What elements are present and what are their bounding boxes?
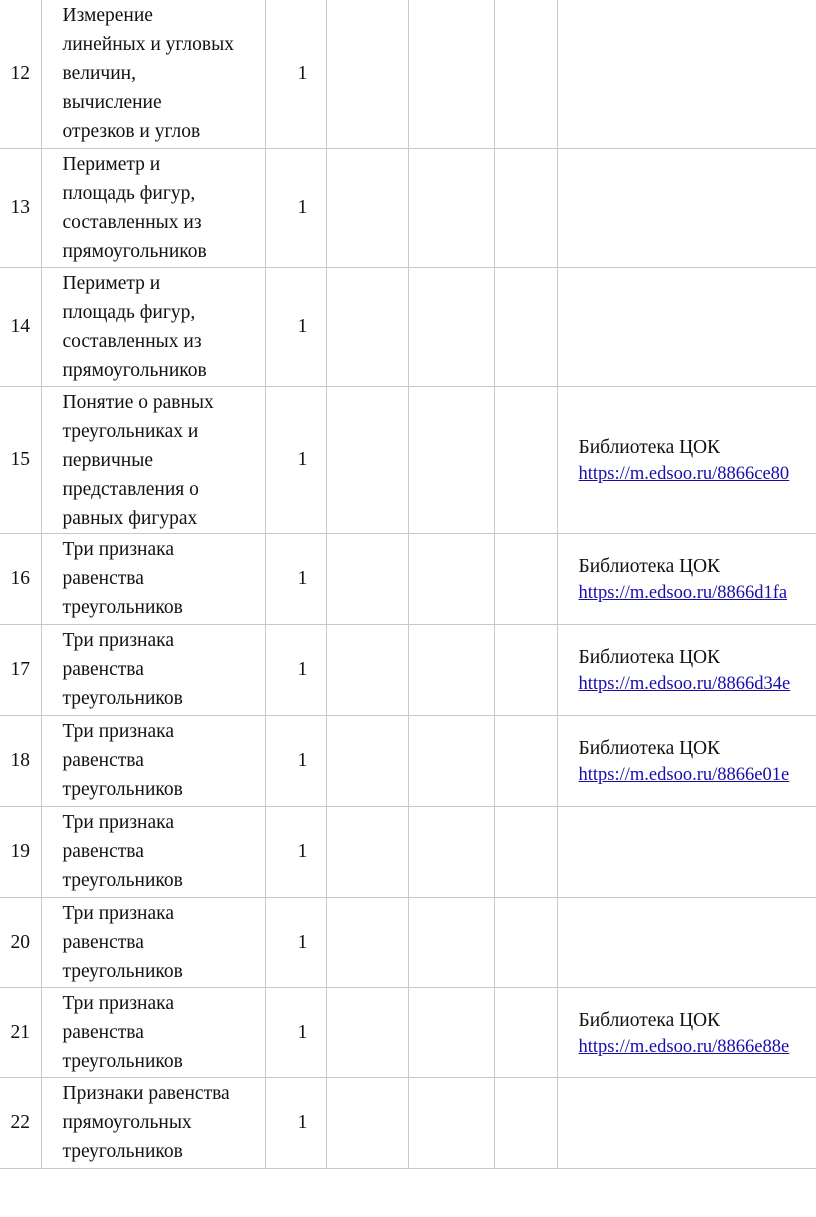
lesson-number-cell: 14 [0,267,41,386]
table-row [0,386,816,533]
table-row [0,533,816,624]
table-row [0,897,816,987]
lesson-topic-cell [41,386,265,533]
blank-cell [408,148,494,267]
blank-cell [326,533,408,624]
blank-cell [494,715,557,806]
resource-title: Библиотека ЦОК [578,556,721,577]
blank-cell [494,806,557,897]
blank-cell [408,806,494,897]
table-row [0,148,816,267]
hours-cell: 1 [265,533,326,624]
blank-cell [408,1077,494,1168]
lesson-number-cell: 18 [0,715,41,806]
hours-cell: 1 [265,624,326,715]
resource-title: Библиотека ЦОК [578,738,721,759]
blank-cell [494,897,557,987]
blank-cell [494,987,557,1077]
lesson-topic-cell [41,148,265,267]
resource-cell [557,0,816,148]
hours-cell: 1 [265,897,326,987]
resource-title: Библиотека ЦОК [578,437,721,458]
table-row [0,987,816,1077]
blank-cell [326,386,408,533]
table-row [0,715,816,806]
blank-cell [408,386,494,533]
lesson-number-cell: 15 [0,386,41,533]
blank-cell [408,533,494,624]
hours-cell: 1 [265,267,326,386]
resource-link[interactable]: https://m.edsoo.ru/8866e01e [578,765,790,785]
lesson-topic-cell [41,987,265,1077]
lesson-number-cell: 13 [0,148,41,267]
blank-cell [326,897,408,987]
blank-cell [326,0,408,148]
hours-cell: 1 [265,386,326,533]
blank-cell [494,267,557,386]
blank-cell [326,148,408,267]
resource-cell [557,148,816,267]
resource-cell [557,386,816,533]
lesson-number-cell: 12 [0,0,41,148]
lesson-number-cell: 16 [0,533,41,624]
hours-cell: 1 [265,0,326,148]
lesson-topic-text: Три признака равенства треугольников [62,720,183,800]
blank-cell [326,806,408,897]
blank-cell [494,1077,557,1168]
blank-cell [408,987,494,1077]
blank-cell [408,715,494,806]
lesson-topic-cell [41,0,265,148]
lesson-topic-text: Понятие о равных треугольниках и первичные представления о равных фигурах [62,391,214,529]
blank-cell [326,715,408,806]
table-row [0,806,816,897]
lesson-number-cell: 21 [0,987,41,1077]
table-row [0,267,816,386]
blank-cell [494,148,557,267]
hours-cell: 1 [265,148,326,267]
hours-cell: 1 [265,987,326,1077]
lesson-number-cell: 20 [0,897,41,987]
lesson-topic-text: Три признака равенства треугольников [62,811,183,891]
blank-cell [494,533,557,624]
hours-cell: 1 [265,1077,326,1168]
lesson-topic-text: Периметр и площадь фигур, составленных из прямоугольников [62,153,207,262]
resource-cell [557,806,816,897]
resource-cell [557,987,816,1077]
hours-cell: 1 [265,806,326,897]
lesson-number-cell: 19 [0,806,41,897]
resource-link[interactable]: https://m.edsoo.ru/8866e88e [578,1036,790,1057]
blank-cell [408,267,494,386]
table-row [0,624,816,715]
lesson-topic-cell [41,267,265,386]
lesson-topic-text: Три признака равенства треугольников [62,902,183,982]
blank-cell [408,624,494,715]
resource-cell [557,267,816,386]
lesson-topic-cell [41,624,265,715]
resource-cell [557,715,816,806]
resource-link[interactable]: https://m.edsoo.ru/8866ce80 [578,464,790,484]
table-row [0,1077,816,1168]
lesson-topic-cell [41,533,265,624]
resource-cell [557,897,816,987]
lesson-topic-cell [41,806,265,897]
lesson-topic-text: Признаки равенства прямоугольных треугольников [62,1082,230,1162]
hours-cell: 1 [265,715,326,806]
resource-link[interactable]: https://m.edsoo.ru/8866d34e [578,674,791,694]
blank-cell [326,987,408,1077]
blank-cell [494,386,557,533]
blank-cell [408,897,494,987]
table-row [0,0,816,148]
blank-cell [494,0,557,148]
lesson-topic-cell [41,1077,265,1168]
lesson-topic-text: Периметр и площадь фигур, составленных из прямоугольников [62,272,207,381]
blank-cell [326,624,408,715]
lesson-topic-cell [41,897,265,987]
lesson-topic-text: Три признака равенства треугольников [62,538,183,618]
lesson-topic-text: Три признака равенства треугольников [62,992,183,1072]
lesson-number-cell: 22 [0,1077,41,1168]
resource-link[interactable]: https://m.edsoo.ru/8866d1fa [578,583,788,603]
blank-cell [408,0,494,148]
blank-cell [494,624,557,715]
lesson-topic-text: Три признака равенства треугольников [62,629,183,709]
resource-cell [557,1077,816,1168]
resource-cell [557,624,816,715]
lesson-topic-text: Измерение линейных и угловых величин, вычисление отрезков и углов [62,5,234,142]
lesson-topic-cell [41,715,265,806]
blank-cell [326,1077,408,1168]
resource-title: Библиотека ЦОК [578,647,721,668]
resource-title: Библиотека ЦОК [578,1009,721,1031]
lesson-number-cell: 17 [0,624,41,715]
resource-cell [557,533,816,624]
blank-cell [326,267,408,386]
